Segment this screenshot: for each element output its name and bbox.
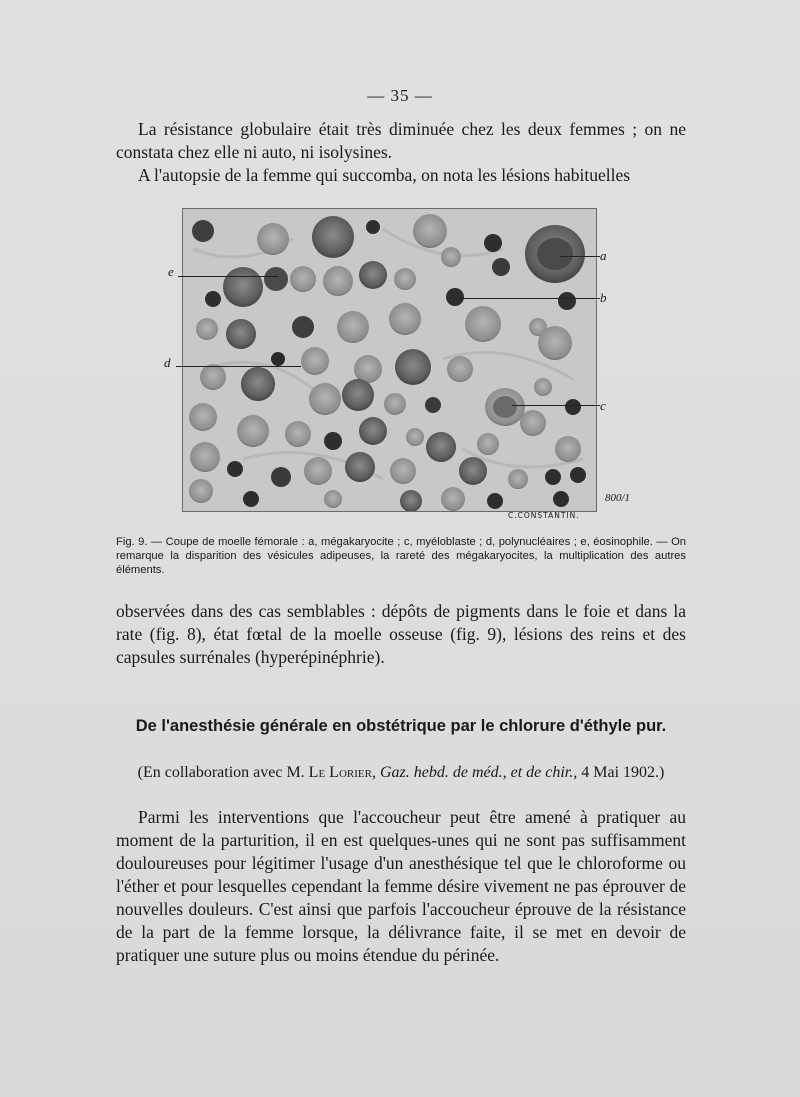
leader-line-a <box>560 256 600 257</box>
page-number: — 35 — <box>367 86 433 105</box>
figure-caption: Fig. 9. — Coupe de moelle fémorale : a, mégakaryocite ; c, myéloblaste ; d, polynucléaires ; e, éosinophile. — On remarque la disparition des vésicules adipeuses, la rareté des mégakaryocites, la multiplication des autres éléments. <box>116 536 686 576</box>
myeloblast-cell <box>485 388 525 426</box>
label-d: d <box>164 355 171 370</box>
label-b: b <box>600 290 607 305</box>
paragraph-interventions-text: Parmi les interventions que l'accoucheur peut être amené à pratiquer au moment de la parturition, il en est quelques-unes qui ne sont pas suffisamment douloureuses pour légitimer l'usage d'un anesthésique tel que le chloroforme ou l'éther et pour lesquelles cependant la femme désire vivement ne pas éprouver de nouvelles douleurs. C'est ainsi que parfois l'accoucheur éprouve de la résistance de la part de la femme lorsque, la délivrance faite, il se met en devoir de pratiquer une suture plus ou moins étendue du périnée. <box>116 807 686 965</box>
label-e: e <box>168 264 174 279</box>
collab-name: Le Lorier <box>308 764 372 781</box>
micrograph-illustration <box>183 209 596 511</box>
leader-line-b <box>460 298 600 299</box>
paragraph-intro-line-1: La résistance globulaire était très diminuée chez les deux femmes ; on ne constata chez elle ni auto, ni isolysines. <box>116 119 686 162</box>
collab-prefix: (En collaboration avec M. <box>137 764 309 781</box>
section-heading: De l'anesthésie générale en obstétrique par le chlorure d'éthyle pur. <box>135 717 667 735</box>
illustrator-signature: C.CONSTANTIN. <box>508 511 580 520</box>
leader-line-e <box>178 276 278 277</box>
magnification-scale: 800/1 <box>605 492 631 504</box>
collab-date: 4 Mai 1902.) <box>581 764 665 781</box>
paragraph-intro-line-2: A l'autopsie de la femme qui succomba, on nota les lésions habituelles <box>138 165 631 185</box>
paragraph-interventions <box>116 806 686 967</box>
label-c: c <box>600 398 606 413</box>
megakaryocite-cell <box>525 225 585 283</box>
leader-line-d <box>176 366 301 367</box>
paragraph-intro <box>116 118 686 187</box>
collaboration-note <box>116 764 686 782</box>
leader-line-c <box>512 405 600 406</box>
label-a: a <box>600 248 607 263</box>
paragraph-lesions: observées dans des cas semblables : dépôts de pigments dans le foie et dans la rate (fig. 8), état fœtal de la moelle osseuse (fig. 9), lésions des reins et des capsules surrénales (hyperépinéphrie). <box>116 601 686 667</box>
collab-journal: , Gaz. hebd. de méd., et de chir., <box>371 764 582 781</box>
bone-marrow-micrograph <box>182 208 597 512</box>
